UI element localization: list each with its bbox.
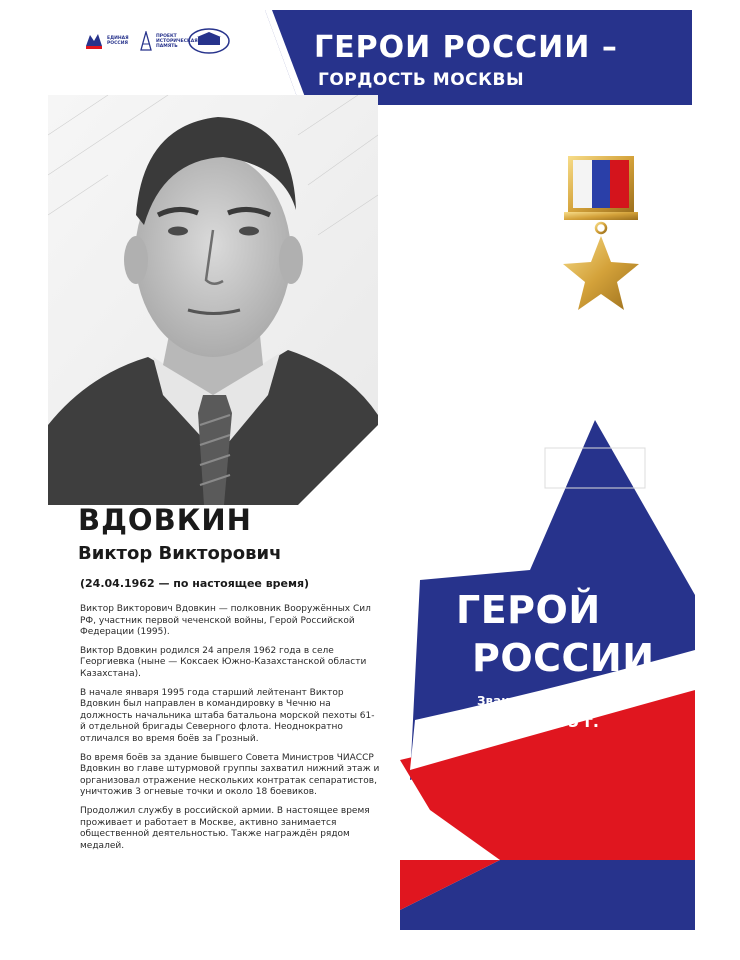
person-given-name: Виктор Викторович bbox=[78, 543, 282, 564]
logo-party bbox=[84, 32, 129, 50]
bio-paragraph: Во время боёв за здание бывшего Совета Министров ЧИАССР Вдовкин во главе штурмовой группы захватил нижний этаж и организовал отражение нескольких контратак сепаратистов, уничтожив 3 огневые точки и около 18 боевиков. bbox=[80, 752, 380, 798]
award-title-line1: ГЕРОЙ bbox=[456, 588, 601, 632]
bio-paragraph: Виктор Вдовкин родился 24 апреля 1962 года в селе Георгиевка (ныне — Коксаек Южно-Казахстанской области Казахстана). bbox=[80, 645, 367, 679]
award-title-line2: РОССИИ bbox=[472, 636, 655, 680]
logo-historical-memory-text: ПРОЕКТ ИСТОРИЧЕСКАЯ ПАМЯТЬ bbox=[156, 33, 198, 49]
duma-logo-icon bbox=[188, 28, 230, 54]
header-title: ГЕРОИ РОССИИ – bbox=[314, 30, 618, 65]
logo-party-text: ЕДИНАЯ РОССИЯ bbox=[107, 36, 129, 46]
bio-paragraph: Продолжил службу в российской армии. В настоящее время проживает и работает в Москве, активно занимается общественной деятельностью. Также награждён рядом медалей. bbox=[80, 805, 370, 851]
header-logos bbox=[84, 28, 230, 54]
historical-memory-logo-icon bbox=[139, 31, 153, 51]
hero-medal-icon bbox=[560, 150, 642, 320]
person-life-dates: (24.04.1962 — по настоящее время) bbox=[80, 577, 310, 590]
person-surname: ВДОВКИН bbox=[78, 503, 252, 537]
logo-historical-memory bbox=[139, 31, 198, 51]
bio-paragraph: Виктор Викторович Вдовкин — полковник Вооружённых Сил РФ, участник первой чеченской войны, Герой Российской Федерации (1995). bbox=[80, 604, 371, 638]
award-title-label: Звание присвоено bbox=[477, 694, 604, 708]
award-date: 3 мая 1995 г. bbox=[478, 712, 599, 731]
header-subtitle: ГОРДОСТЬ МОСКВЫ bbox=[318, 70, 525, 90]
logo-duma bbox=[188, 28, 230, 54]
party-logo-icon bbox=[84, 32, 104, 50]
bio-paragraph: В начале января 1995 года старший лейтенант Виктор Вдовкин был направлен в командировку в Чечню на должность начальника штаба батальона морской пехоты 61-й отдельной бригады Северного флота. Неоднократно отличался во время боёв за Грозный. bbox=[80, 687, 375, 744]
biography bbox=[80, 604, 380, 859]
